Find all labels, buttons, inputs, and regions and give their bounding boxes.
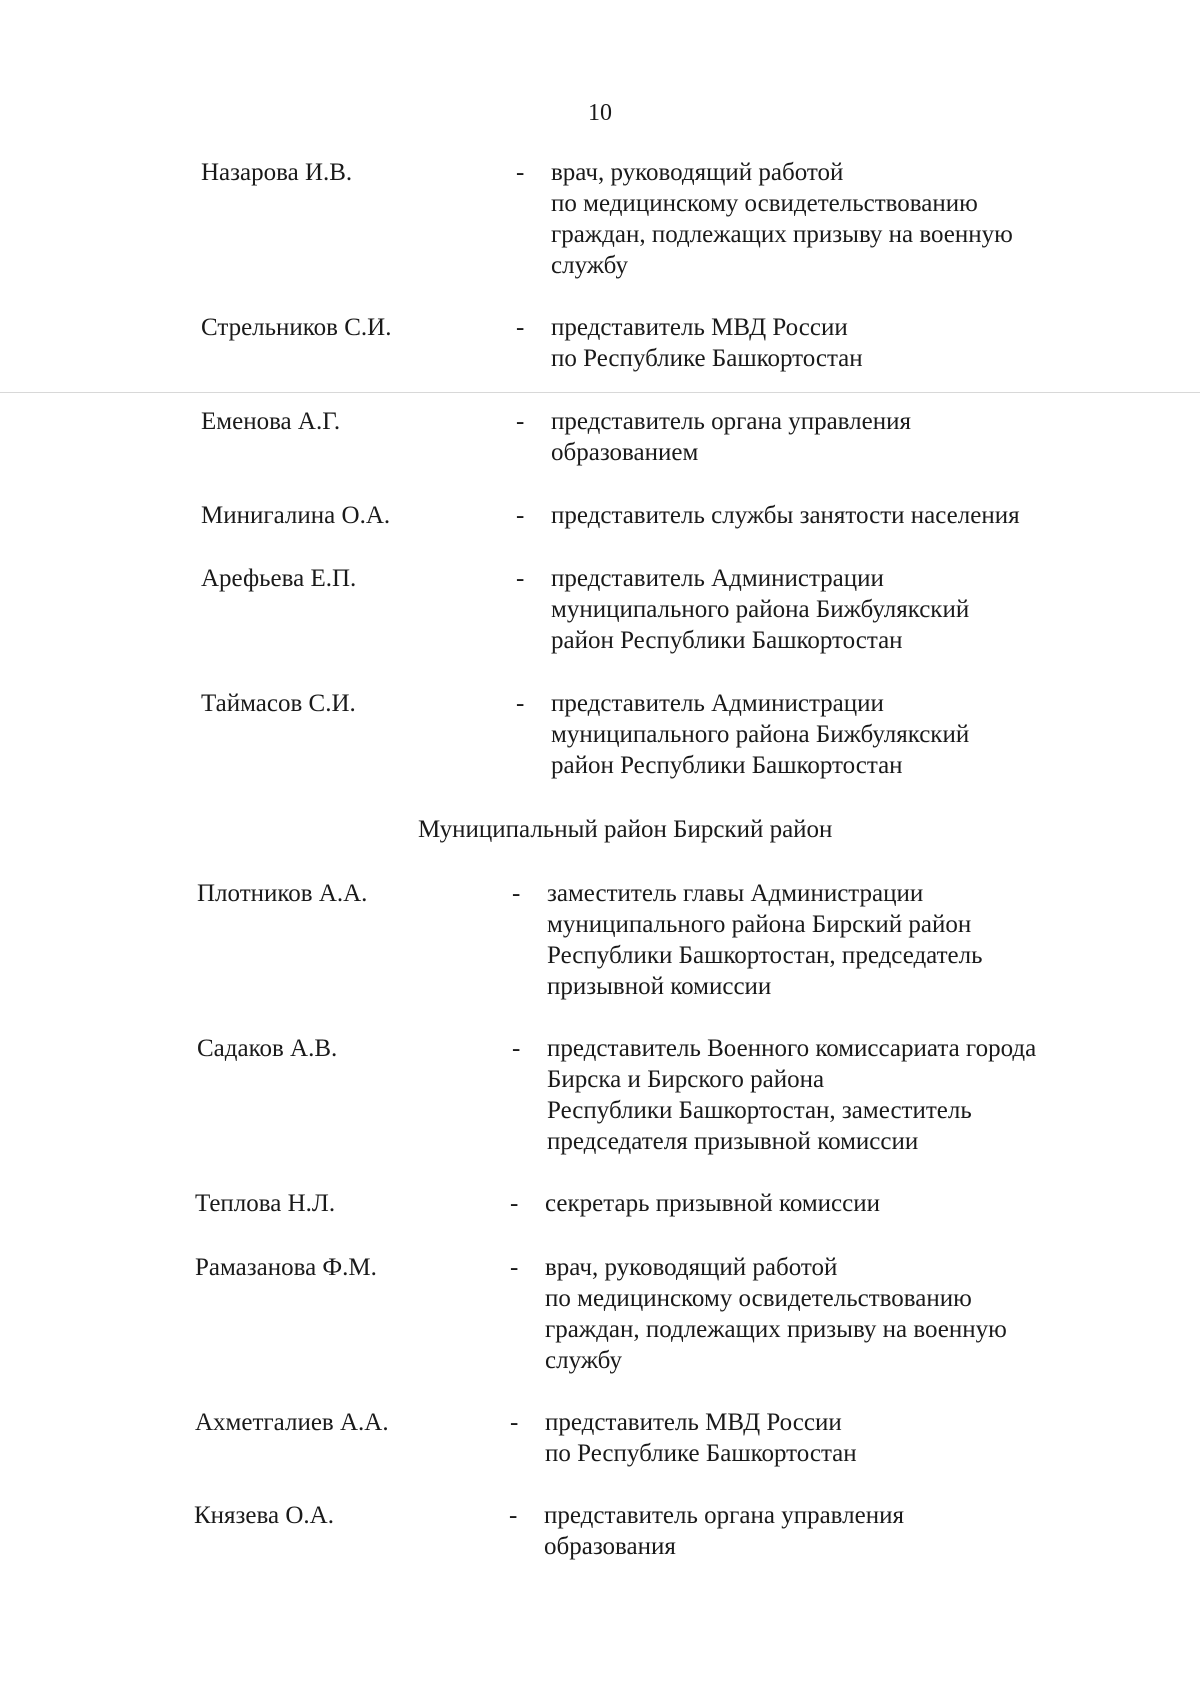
role-line: представитель Военного комиссариата города	[547, 1035, 1037, 1062]
role-line: муниципального района Бирский район	[547, 911, 972, 938]
person-name: Стрельников С.И.	[201, 314, 392, 341]
person-name: Таймасов С.И.	[201, 690, 356, 717]
role-description	[545, 1407, 857, 1469]
role-description	[551, 563, 969, 656]
role-line: образования	[544, 1533, 676, 1560]
role-line: представитель МВД России	[551, 314, 848, 341]
person-name: Рамазанова Ф.М.	[195, 1254, 377, 1281]
role-line: образованием	[551, 439, 699, 466]
dash-separator: -	[516, 565, 525, 592]
role-line: представитель органа управления	[551, 408, 911, 435]
role-line: представитель МВД России	[545, 1409, 842, 1436]
person-name: Минигалина О.А.	[201, 502, 391, 529]
role-line: по медицинскому освидетельствованию	[545, 1285, 972, 1312]
role-line: граждан, подлежащих призыву на военную	[551, 221, 1013, 248]
page-number: 10	[588, 100, 612, 126]
person-name: Садаков А.В.	[197, 1035, 338, 1062]
role-line: секретарь призывной комиссии	[545, 1190, 881, 1217]
person-name: Арефьева Е.П.	[201, 565, 357, 592]
dash-separator: -	[516, 690, 525, 717]
role-description	[551, 688, 969, 781]
role-line: службу	[551, 252, 628, 279]
role-description	[551, 157, 1013, 281]
dash-separator: -	[516, 408, 525, 435]
role-line: председателя призывной комиссии	[547, 1128, 919, 1155]
role-description	[545, 1188, 880, 1219]
role-line: по медицинскому освидетельствованию	[551, 190, 978, 217]
role-line: граждан, подлежащих призыву на военную	[545, 1316, 1007, 1343]
person-name: Еменова А.Г.	[201, 408, 341, 435]
person-name: Назарова И.В.	[201, 159, 353, 186]
dash-separator: -	[512, 880, 521, 907]
role-line: врач, руководящий работой	[545, 1254, 838, 1281]
role-description	[547, 1033, 1036, 1157]
role-description	[547, 878, 983, 1002]
person-name: Плотников А.А.	[197, 880, 368, 907]
role-line: представитель службы занятости населения	[551, 502, 1020, 529]
role-line: по Республике Башкортостан	[545, 1440, 857, 1467]
role-description	[545, 1252, 1007, 1376]
role-line: службу	[545, 1347, 622, 1374]
role-line: врач, руководящий работой	[551, 159, 844, 186]
role-line: по Республике Башкортостан	[551, 345, 863, 372]
section-heading: Муниципальный район Бирский район	[418, 816, 833, 843]
role-line: представитель Администрации	[551, 565, 884, 592]
role-line: представитель Администрации	[551, 690, 884, 717]
dash-separator: -	[512, 1035, 521, 1062]
role-description	[551, 406, 911, 468]
role-line: представитель органа управления	[544, 1502, 904, 1529]
dash-separator: -	[516, 159, 525, 186]
person-name: Теплова Н.Л.	[195, 1190, 336, 1217]
dash-separator: -	[509, 1502, 518, 1529]
role-line: заместитель главы Администрации	[547, 880, 924, 907]
dash-separator: -	[516, 314, 525, 341]
role-line: Бирска и Бирского района	[547, 1066, 825, 1093]
person-name: Князева О.А.	[194, 1502, 334, 1529]
dash-separator: -	[510, 1254, 519, 1281]
scan-artifact-line	[0, 392, 1200, 393]
role-line: район Республики Башкортостан	[551, 627, 903, 654]
dash-separator: -	[516, 502, 525, 529]
dash-separator: -	[510, 1409, 519, 1436]
role-description	[544, 1500, 904, 1562]
role-line: район Республики Башкортостан	[551, 752, 903, 779]
role-line: Республики Башкортостан, председатель	[547, 942, 983, 969]
role-line: Республики Башкортостан, заместитель	[547, 1097, 972, 1124]
dash-separator: -	[510, 1190, 519, 1217]
person-name: Ахметгалиев А.А.	[195, 1409, 389, 1436]
role-description	[551, 500, 1020, 531]
role-line: муниципального района Бижбулякский	[551, 721, 970, 748]
role-line: муниципального района Бижбулякский	[551, 596, 970, 623]
role-description	[551, 312, 863, 374]
role-line: призывной комиссии	[547, 973, 772, 1000]
